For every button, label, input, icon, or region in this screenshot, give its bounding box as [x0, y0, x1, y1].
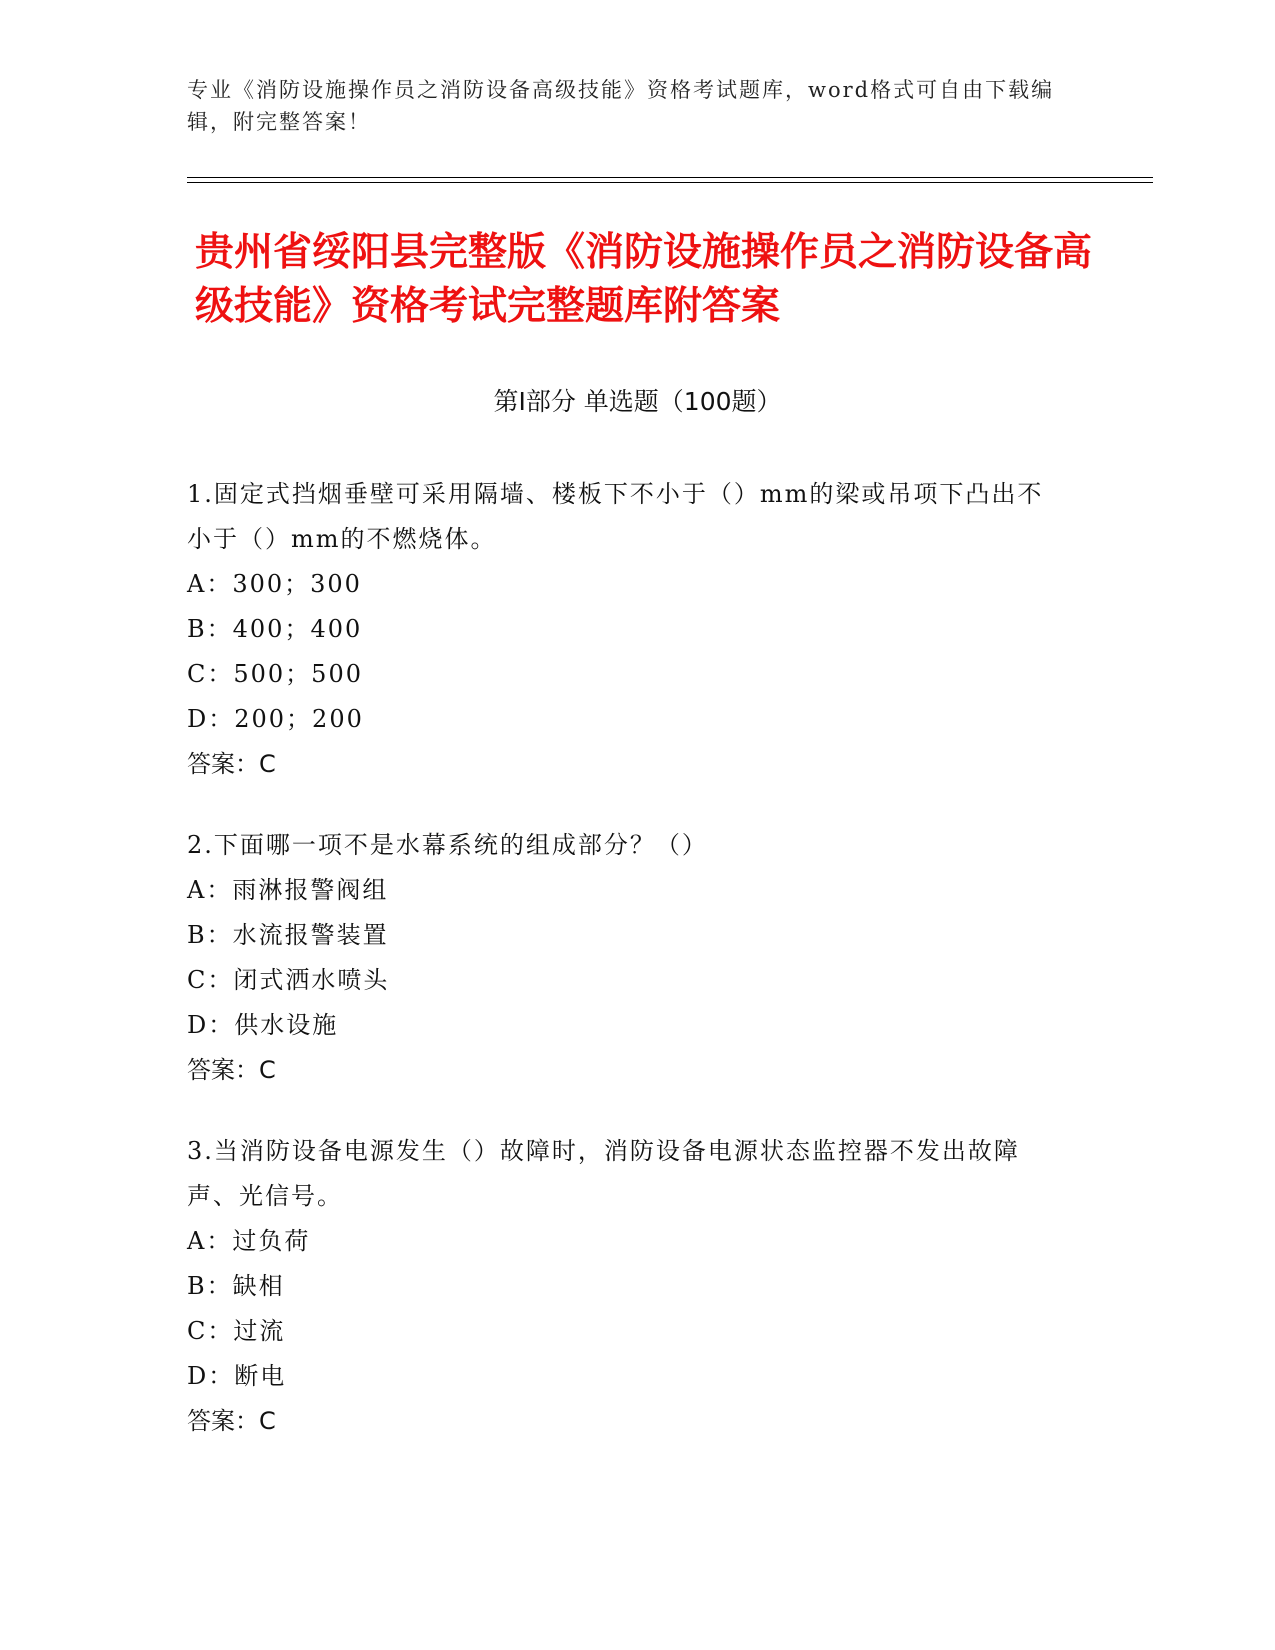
option-a: A：雨淋报警阀组	[187, 876, 389, 904]
question-stem: 3.当消防设备电源发生（）故障时，消防设备电源状态监控器不发出故障声、光信号。	[187, 1137, 1020, 1210]
header-divider-bottom	[187, 182, 1153, 183]
question-stem: 1.固定式挡烟垂壁可采用隔墙、楼板下不小于（）mm的梁或吊项下凸出不小于（）mm的不燃烧体。	[187, 480, 1044, 553]
option-c: C：500；500	[187, 660, 363, 688]
option-b: B：400；400	[187, 615, 363, 643]
option-a: A：300；300	[187, 570, 362, 598]
question-stem: 2.下面哪一项不是水幕系统的组成部分？（）	[187, 831, 708, 859]
answer-line: 答案：C	[187, 750, 276, 778]
option-a: A：过负荷	[187, 1227, 311, 1255]
header-divider-top	[187, 177, 1153, 178]
option-d: D：断电	[187, 1362, 287, 1390]
answer-line: 答案：C	[187, 1407, 276, 1435]
question-list	[187, 472, 1067, 1480]
header-note: 专业《消防设施操作员之消防设备高级技能》资格考试题库，word格式可自由下载编辑，附完整答案！	[187, 78, 1055, 134]
question-1	[187, 472, 1067, 787]
document-title: 贵州省绥阳县完整版《消防设施操作员之消防设备高级技能》资格考试完整题库附答案	[195, 230, 1093, 329]
question-2	[187, 823, 1067, 1093]
question-3	[187, 1129, 1067, 1444]
option-c: C：闭式洒水喷头	[187, 966, 390, 994]
section-heading: 第Ⅰ部分 单选题（100题）	[493, 387, 782, 416]
option-b: B：缺相	[187, 1272, 285, 1300]
option-d: D：200；200	[187, 705, 364, 733]
option-b: B：水流报警装置	[187, 921, 389, 949]
option-c: C：过流	[187, 1317, 286, 1345]
answer-line: 答案：C	[187, 1056, 276, 1084]
option-d: D：供水设施	[187, 1011, 339, 1039]
